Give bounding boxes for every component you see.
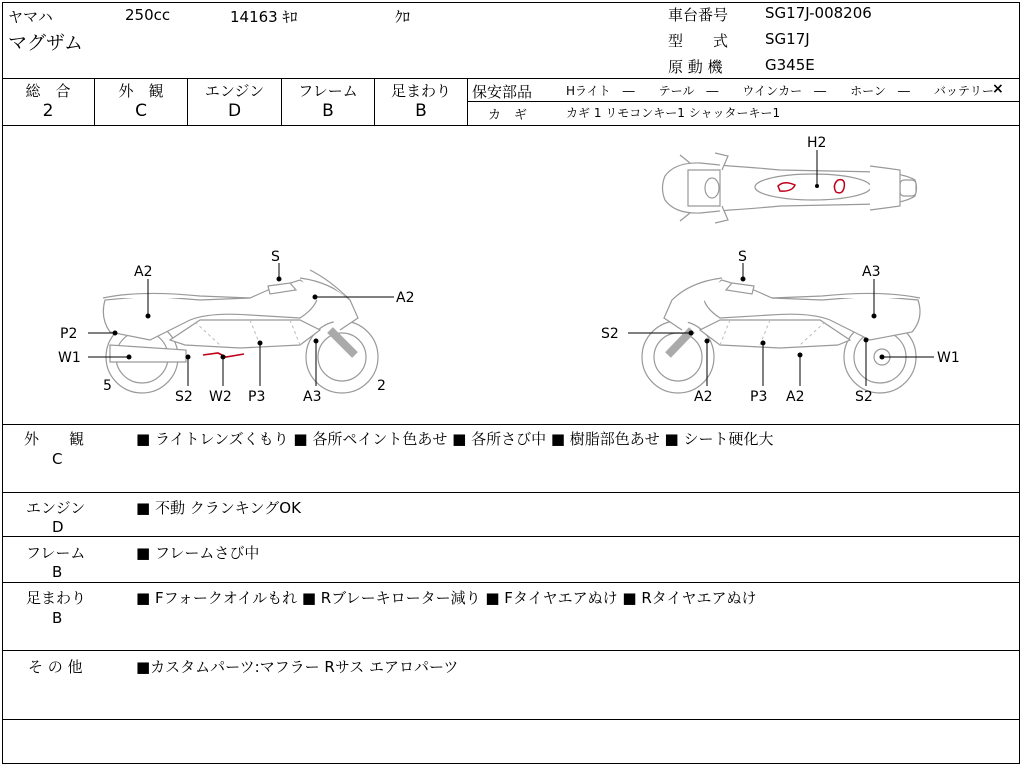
divider <box>2 719 1020 720</box>
label-w1: W1 <box>937 350 960 366</box>
note-other-text: ■カスタムパーツ:マフラー Rサス エアロパーツ <box>136 658 459 676</box>
frame-label: フレーム <box>298 82 358 100</box>
battery-mark: × <box>992 81 1004 97</box>
engine-model-label: 原 動 機 <box>668 58 723 76</box>
note-suspension-text: ■ Fフォークオイルもれ ■ Rブレーキローター減り ■ Fタイヤエアぬけ ■ Rタイヤエアぬけ <box>136 589 757 607</box>
note-engine-text: ■ 不動 クランキングOK <box>136 499 301 517</box>
color: ｸﾛ <box>395 8 411 26</box>
note-exterior-text: ■ ライトレンズくもり ■ 各所ペイント色あせ ■ 各所さび中 ■ 樹脂部色あせ ■ シート硬化大 <box>136 430 774 448</box>
label-a2: A2 <box>134 264 153 280</box>
label-2: 2 <box>377 378 386 394</box>
label-w2: W2 <box>209 389 232 405</box>
divider <box>2 582 1020 583</box>
note-suspension-label: 足まわり <box>26 589 87 607</box>
note-engine-label: エンジン <box>26 499 86 517</box>
exterior-grade: C <box>135 101 147 121</box>
note-other-label: そ の 他 <box>28 658 83 676</box>
overall-grade: 2 <box>42 101 54 121</box>
maker: ヤマハ <box>8 8 53 26</box>
safety-label: 保安部品 <box>472 83 533 101</box>
engine-label: エンジン <box>204 82 265 100</box>
chassis-number: SG17J-008206 <box>765 4 872 22</box>
damage-diagram <box>0 126 1024 424</box>
divider <box>2 78 1020 79</box>
note-frame-label: フレーム <box>26 544 86 562</box>
label-s: S <box>271 249 280 265</box>
model-name: マグザム <box>8 32 84 54</box>
diagram-label-h2: H2 <box>807 135 827 151</box>
label-p3: P3 <box>248 389 266 405</box>
label-a3: A3 <box>303 389 322 405</box>
label-a2: A2 <box>786 389 805 405</box>
label-s2: S2 <box>601 326 619 342</box>
key-items: カギ 1 リモコンキー1 シャッターキー1 <box>566 106 781 120</box>
key-label: カ ギ <box>488 108 528 123</box>
note-exterior-label: 外 観 <box>24 430 85 448</box>
note-engine-grade: D <box>52 518 64 536</box>
frame-grade: B <box>322 101 334 121</box>
safety-items: Hライト ― テール ― ウインカー ― ホーン ― バッテリー <box>566 84 994 98</box>
divider <box>2 650 1020 651</box>
note-frame-text: ■ フレームさび中 <box>136 544 260 562</box>
type-label: 型 式 <box>668 32 729 50</box>
note-exterior-grade: C <box>52 450 63 468</box>
scooter-left-view <box>103 270 378 393</box>
divider <box>2 536 1020 537</box>
label-w1: W1 <box>58 350 81 366</box>
label-s: S <box>738 249 747 265</box>
chassis-label: 車台番号 <box>668 6 729 24</box>
note-suspension-grade: B <box>52 609 63 627</box>
suspension-label: 足まわり <box>390 82 451 100</box>
divider <box>467 78 468 125</box>
mileage: 14163 ｷﾛ <box>230 8 298 26</box>
note-frame-grade: B <box>52 563 63 581</box>
label-a2: A2 <box>694 389 713 405</box>
suspension-grade: B <box>415 101 427 121</box>
divider <box>467 101 1020 102</box>
label-a3: A3 <box>862 264 881 280</box>
label-s2: S2 <box>855 389 873 405</box>
label-p2: P2 <box>60 326 78 342</box>
divider <box>2 492 1020 493</box>
divider <box>2 424 1020 425</box>
displacement: 250cc <box>125 6 171 24</box>
type-value: SG17J <box>765 30 810 48</box>
label-p3: P3 <box>750 389 768 405</box>
scooter-top-view <box>663 153 917 223</box>
label-s2: S2 <box>175 389 193 405</box>
overall-label: 総 合 <box>25 82 71 100</box>
label-5: 5 <box>103 378 112 394</box>
engine-grade: D <box>227 101 242 121</box>
engine-model-value: G345E <box>765 56 815 74</box>
label-a2: A2 <box>396 290 415 306</box>
scooter-right-view <box>642 278 920 393</box>
exterior-label: 外 観 <box>118 82 164 100</box>
